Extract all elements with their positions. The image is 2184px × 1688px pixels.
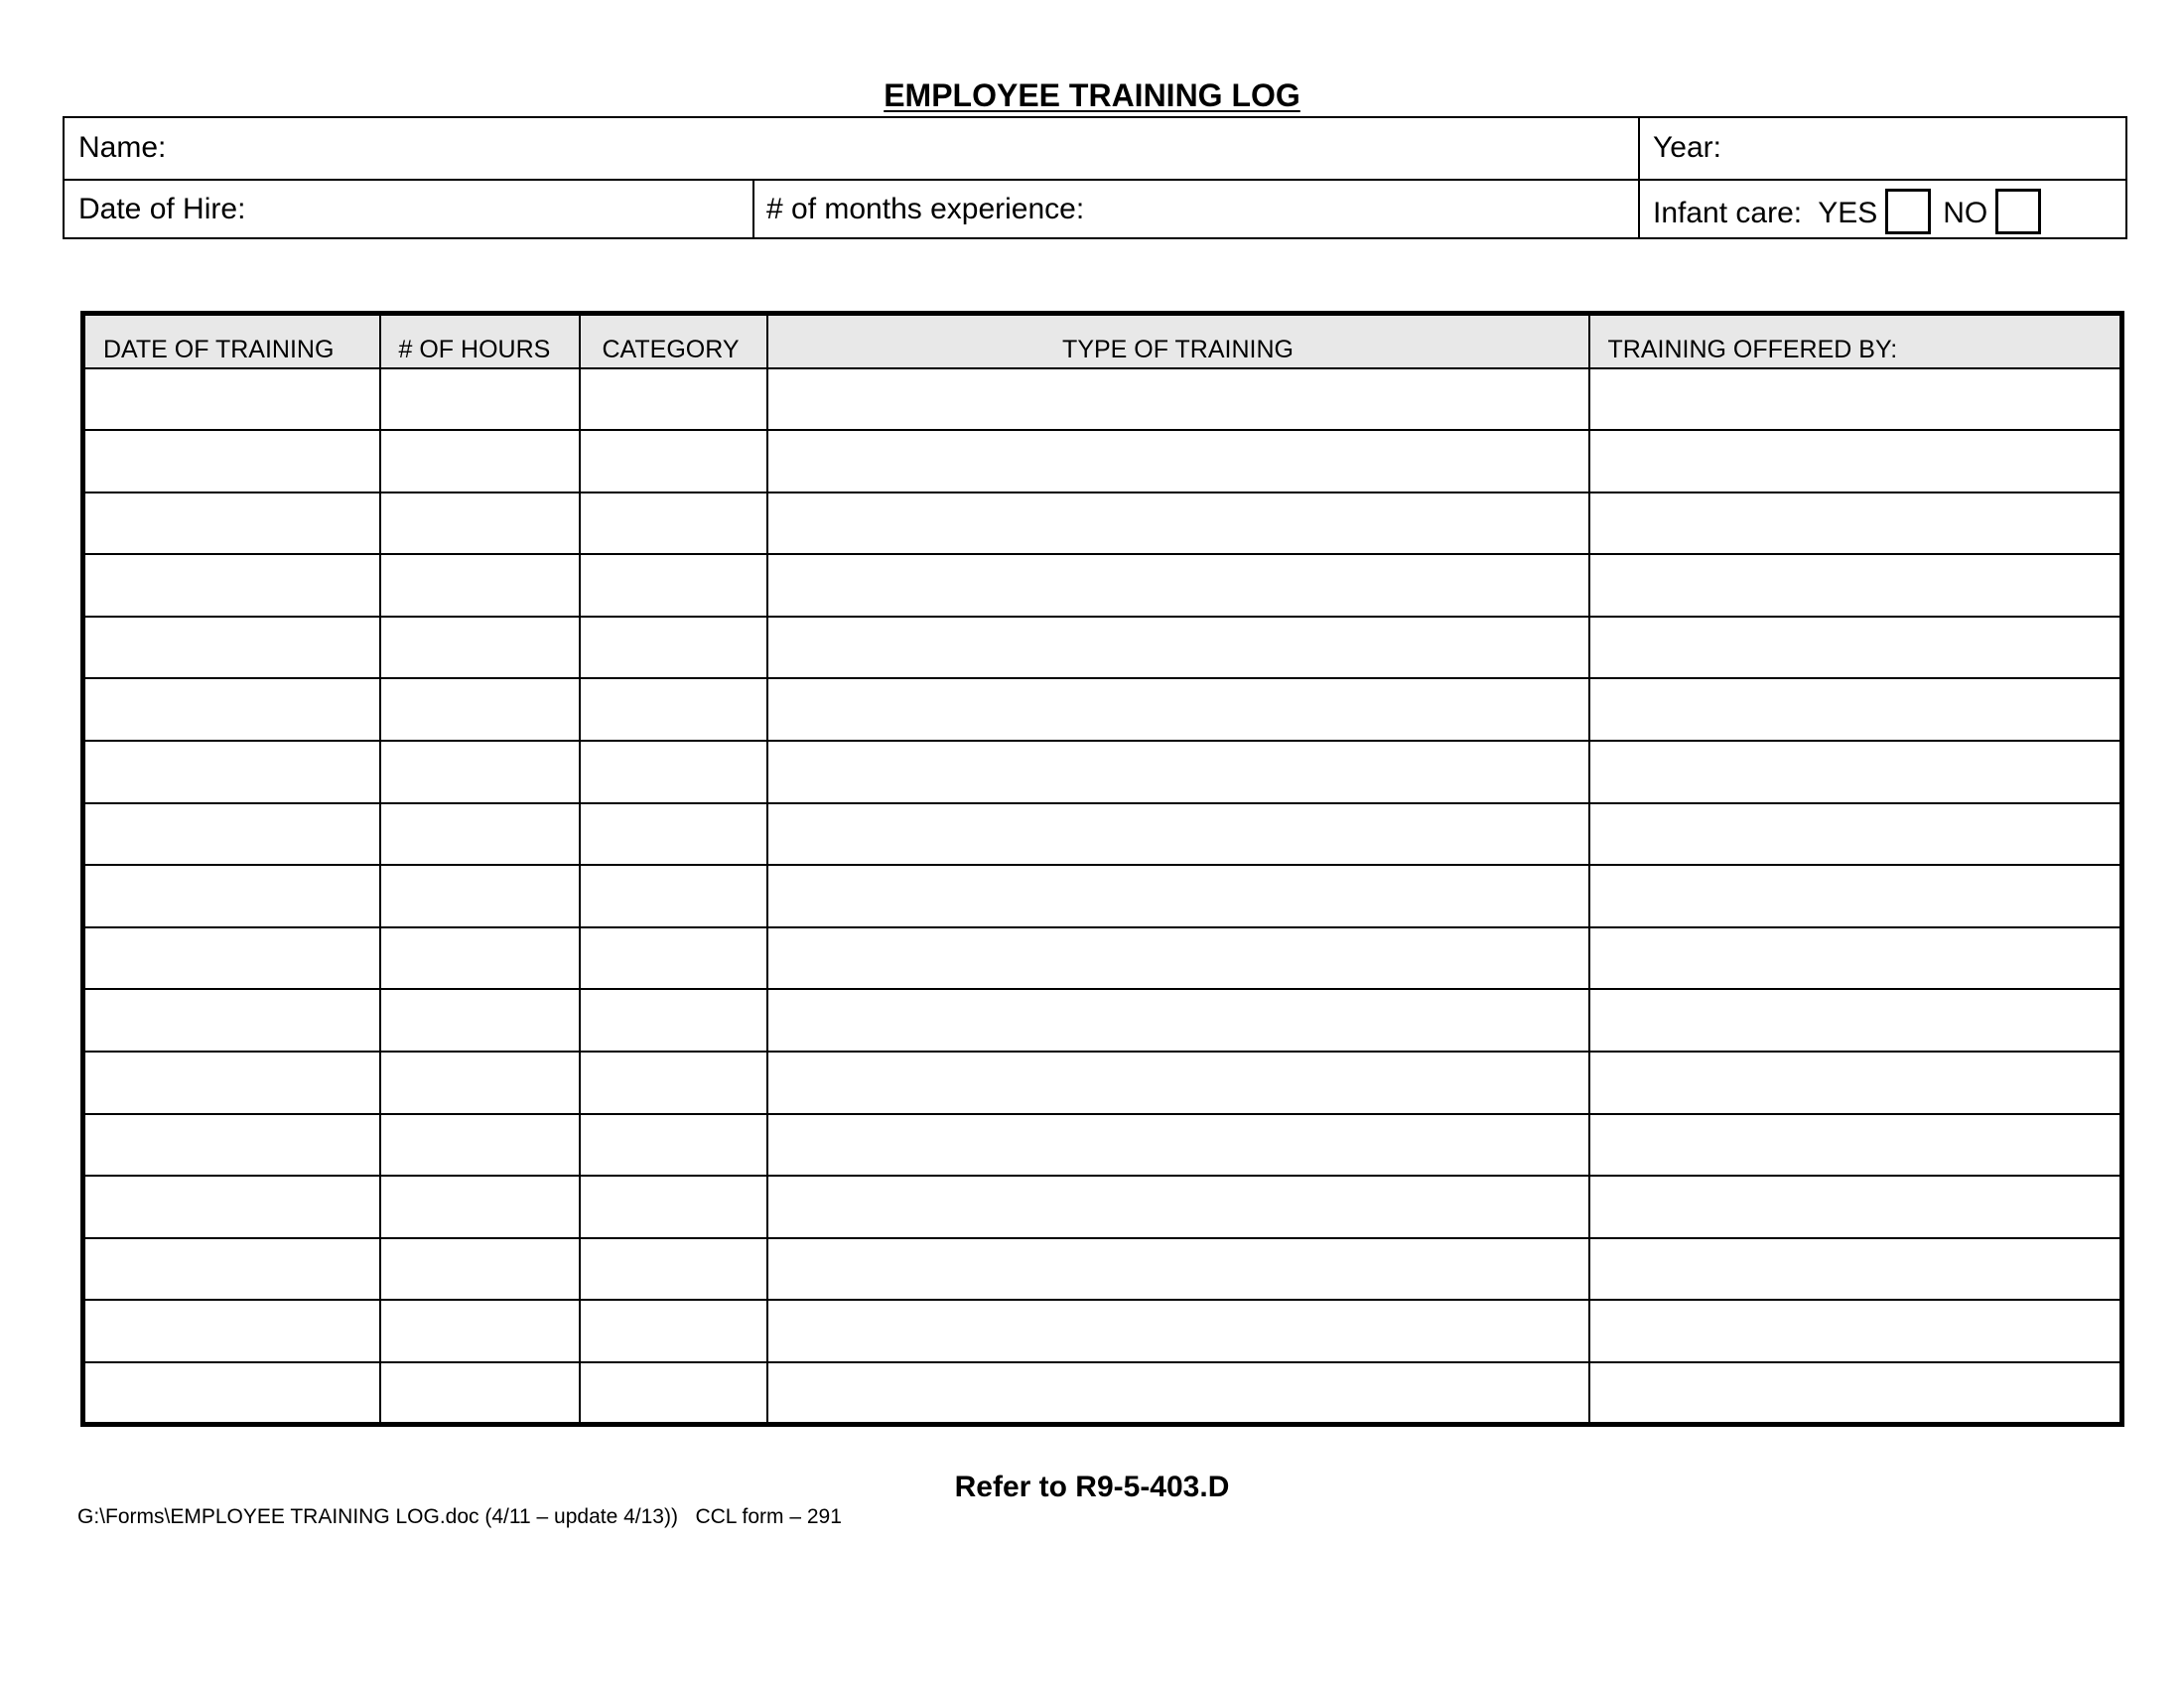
offered-by-cell[interactable]: [1589, 989, 2122, 1052]
hours-cell[interactable]: [380, 803, 580, 866]
table-row: [83, 1362, 2122, 1425]
hours-cell[interactable]: [380, 1052, 580, 1114]
hours-cell[interactable]: [380, 617, 580, 679]
offered-by-cell[interactable]: [1589, 1238, 2122, 1301]
offered-by-cell[interactable]: [1589, 617, 2122, 679]
category-cell[interactable]: [580, 368, 767, 431]
date-cell[interactable]: [83, 741, 380, 803]
type-cell[interactable]: [767, 1176, 1589, 1238]
hours-cell[interactable]: [380, 1176, 580, 1238]
date-cell[interactable]: [83, 1176, 380, 1238]
offered-by-cell[interactable]: [1589, 492, 2122, 555]
hours-cell[interactable]: [380, 678, 580, 741]
category-cell[interactable]: [580, 1300, 767, 1362]
infant-care-label: Infant care:: [1653, 196, 1803, 229]
yes-label: YES: [1818, 196, 1878, 229]
type-cell[interactable]: [767, 989, 1589, 1052]
category-cell[interactable]: [580, 803, 767, 866]
hours-cell[interactable]: [380, 1300, 580, 1362]
name-field[interactable]: [78, 130, 166, 166]
yes-checkbox[interactable]: [1885, 189, 1931, 234]
table-row: [83, 368, 2122, 431]
offered-by-cell[interactable]: [1589, 1052, 2122, 1114]
table-row: [83, 989, 2122, 1052]
category-cell[interactable]: [580, 617, 767, 679]
table-header-row: [83, 314, 2122, 368]
date-cell[interactable]: [83, 368, 380, 431]
type-cell[interactable]: [767, 678, 1589, 741]
regulation-reference: Refer to R9-5-403.D: [954, 1471, 1230, 1503]
column-header-type: TYPE OF TRAINING: [767, 314, 1589, 368]
header-column-divider-right: [1638, 118, 1640, 237]
date-cell[interactable]: [83, 492, 380, 555]
column-header-date: DATE OF TRAINING: [83, 314, 380, 368]
type-cell[interactable]: [767, 430, 1589, 492]
table-row: [83, 741, 2122, 803]
offered-by-cell[interactable]: [1589, 927, 2122, 990]
category-cell[interactable]: [580, 741, 767, 803]
table-row: [83, 927, 2122, 990]
months-experience-field[interactable]: [766, 192, 1084, 227]
hours-cell[interactable]: [380, 368, 580, 431]
type-cell[interactable]: [767, 368, 1589, 431]
date-cell[interactable]: [83, 865, 380, 927]
date-cell[interactable]: [83, 1300, 380, 1362]
table-row: [83, 1176, 2122, 1238]
offered-by-cell[interactable]: [1589, 1362, 2122, 1425]
type-cell[interactable]: [767, 554, 1589, 617]
date-cell[interactable]: [83, 1362, 380, 1425]
type-cell[interactable]: [767, 492, 1589, 555]
category-cell[interactable]: [580, 1238, 767, 1301]
header-column-divider-middle: [752, 179, 754, 237]
hours-cell[interactable]: [380, 430, 580, 492]
type-cell[interactable]: [767, 927, 1589, 990]
date-cell[interactable]: [83, 430, 380, 492]
type-cell[interactable]: [767, 865, 1589, 927]
category-cell[interactable]: [580, 1052, 767, 1114]
offered-by-cell[interactable]: [1589, 1114, 2122, 1177]
hours-cell[interactable]: [380, 492, 580, 555]
infant-care-field: [1653, 192, 2053, 237]
training-log-body: [83, 368, 2122, 1425]
category-cell[interactable]: [580, 1114, 767, 1177]
offered-by-cell[interactable]: [1589, 741, 2122, 803]
offered-by-cell[interactable]: [1589, 1176, 2122, 1238]
page-title-text: EMPLOYEE TRAINING LOG: [884, 77, 1300, 113]
header-row-divider: [65, 179, 2125, 181]
table-row: [83, 678, 2122, 741]
hours-cell[interactable]: [380, 989, 580, 1052]
category-cell[interactable]: [580, 927, 767, 990]
date-cell[interactable]: [83, 1238, 380, 1301]
table-row: [83, 492, 2122, 555]
table-row: [83, 803, 2122, 866]
offered-by-cell[interactable]: [1589, 678, 2122, 741]
category-cell[interactable]: [580, 1176, 767, 1238]
offered-by-cell[interactable]: [1589, 430, 2122, 492]
training-log-table: [80, 311, 2124, 1427]
column-header-offered-by: TRAINING OFFERED BY:: [1589, 314, 2122, 368]
date-cell[interactable]: [83, 617, 380, 679]
name-label: Name:: [78, 131, 167, 164]
table-row: [83, 1052, 2122, 1114]
column-header-category: CATEGORY: [580, 314, 767, 368]
type-cell[interactable]: [767, 741, 1589, 803]
employee-info-box: [63, 116, 2127, 239]
table-row: [83, 430, 2122, 492]
category-cell[interactable]: [580, 989, 767, 1052]
offered-by-cell[interactable]: [1589, 803, 2122, 866]
year-field[interactable]: [1653, 130, 1721, 166]
hours-cell[interactable]: [380, 927, 580, 990]
type-cell[interactable]: [767, 1300, 1589, 1362]
table-row: [83, 617, 2122, 679]
date-cell[interactable]: [83, 803, 380, 866]
offered-by-cell[interactable]: [1589, 1300, 2122, 1362]
page-title: [0, 75, 2184, 115]
type-cell[interactable]: [767, 617, 1589, 679]
table-row: [83, 1300, 2122, 1362]
category-cell[interactable]: [580, 430, 767, 492]
category-cell[interactable]: [580, 678, 767, 741]
offered-by-cell[interactable]: [1589, 368, 2122, 431]
date-cell[interactable]: [83, 554, 380, 617]
type-cell[interactable]: [767, 803, 1589, 866]
date-of-hire-label: Date of Hire:: [78, 193, 246, 225]
category-cell[interactable]: [580, 1362, 767, 1425]
no-label: NO: [1943, 196, 1988, 229]
type-cell[interactable]: [767, 1052, 1589, 1114]
type-cell[interactable]: [767, 1114, 1589, 1177]
type-cell[interactable]: [767, 1238, 1589, 1301]
type-cell[interactable]: [767, 1362, 1589, 1425]
hours-cell[interactable]: [380, 554, 580, 617]
column-header-hours: # OF HOURS: [380, 314, 580, 368]
hours-cell[interactable]: [380, 865, 580, 927]
date-cell[interactable]: [83, 1114, 380, 1177]
date-cell[interactable]: [83, 927, 380, 990]
hours-cell[interactable]: [380, 1362, 580, 1425]
document-footer: G:\Forms\EMPLOYEE TRAINING LOG.doc (4/11 – update 4/13)) CCL form – 291: [77, 1505, 842, 1528]
category-cell[interactable]: [580, 554, 767, 617]
no-checkbox[interactable]: [1995, 189, 2041, 234]
hours-cell[interactable]: [380, 1238, 580, 1301]
year-label: Year:: [1653, 131, 1721, 164]
table-row: [83, 865, 2122, 927]
date-cell[interactable]: [83, 678, 380, 741]
date-of-hire-field[interactable]: [78, 192, 245, 227]
table-row: [83, 554, 2122, 617]
hours-cell[interactable]: [380, 741, 580, 803]
category-cell[interactable]: [580, 492, 767, 555]
table-row: [83, 1114, 2122, 1177]
months-experience-label: # of months experience:: [766, 193, 1085, 225]
date-cell[interactable]: [83, 1052, 380, 1114]
table-row: [83, 1238, 2122, 1301]
offered-by-cell[interactable]: [1589, 554, 2122, 617]
date-cell[interactable]: [83, 989, 380, 1052]
category-cell[interactable]: [580, 865, 767, 927]
hours-cell[interactable]: [380, 1114, 580, 1177]
offered-by-cell[interactable]: [1589, 865, 2122, 927]
